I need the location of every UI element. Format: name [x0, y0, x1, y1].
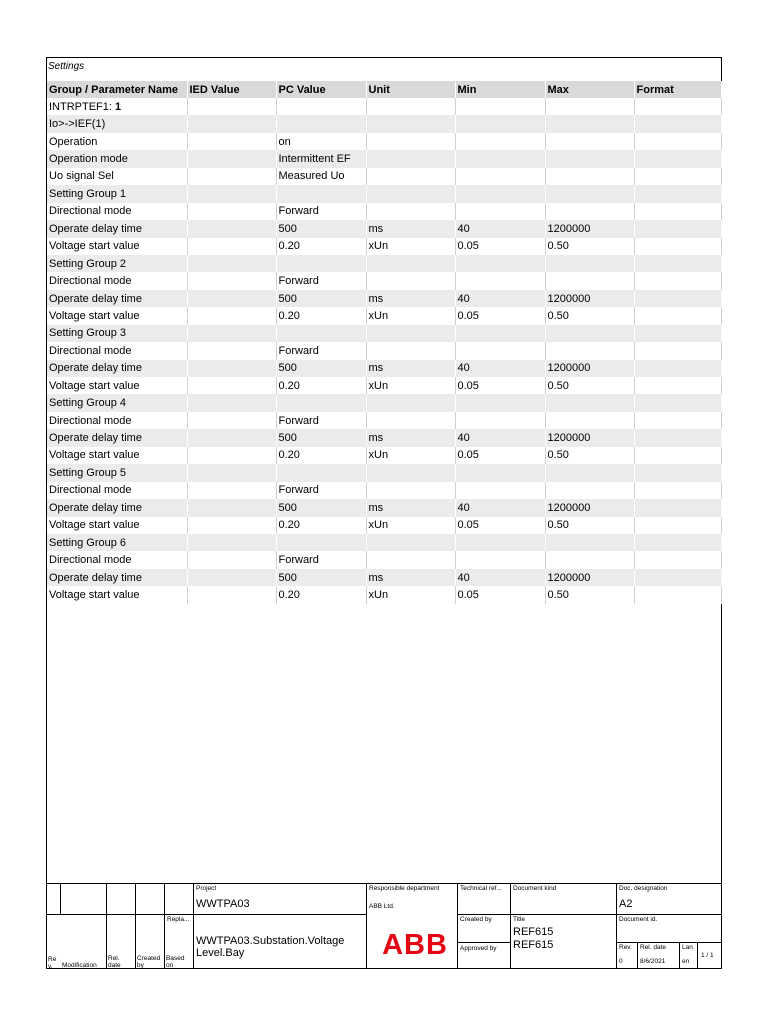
cell-format [634, 150, 721, 167]
rel-date-label: Rel. date [108, 955, 121, 969]
abb-logo [382, 929, 448, 959]
cell-max: 0.50 [545, 238, 634, 255]
cell-pc [276, 98, 366, 115]
table-row [47, 569, 721, 586]
parameter-name-cell: Operation mode [47, 150, 187, 167]
cell-min: 40 [455, 429, 545, 446]
cell-min [455, 464, 545, 481]
cell-ied [187, 342, 276, 359]
cell-min: 40 [455, 220, 545, 237]
cell-min [455, 133, 545, 150]
cell-max [545, 168, 634, 185]
table-row [47, 499, 721, 516]
cell-format [634, 482, 721, 499]
table-row [47, 377, 721, 394]
cell-pc: 500 [276, 569, 366, 586]
cell-min [455, 98, 545, 115]
cell-max [545, 534, 634, 551]
cell-max [545, 464, 634, 481]
cell-format [634, 272, 721, 289]
cell-format [634, 412, 721, 429]
cell-format [634, 569, 721, 586]
settings-table [47, 81, 722, 604]
table-row [47, 394, 721, 411]
cell-unit [366, 325, 455, 342]
cell-pc [276, 394, 366, 411]
parameter-name-cell: Directional mode [47, 551, 187, 568]
cell-pc: 500 [276, 220, 366, 237]
parameter-name-cell: Setting Group 4 [47, 394, 187, 411]
project-label: Project [196, 885, 217, 892]
cell-pc: 0.20 [276, 447, 366, 464]
parameter-name-cell: Operate delay time [47, 360, 187, 377]
cell-unit: xUn [366, 307, 455, 324]
cell-ied [187, 447, 276, 464]
rel-date-value: 8/6/2021 [640, 958, 666, 965]
cell-ied [187, 150, 276, 167]
cell-pc: Intermittent EF [276, 150, 366, 167]
cell-max [545, 98, 634, 115]
cell-pc: 0.20 [276, 517, 366, 534]
cell-unit [366, 394, 455, 411]
table-row [47, 325, 721, 342]
parameter-name-cell: Voltage start value [47, 238, 187, 255]
rev-column-label: Rev. [619, 944, 632, 951]
parameter-name-cell: Operate delay time [47, 290, 187, 307]
cell-format [634, 342, 721, 359]
parameter-name-cell: Operate delay time [47, 429, 187, 446]
column-header: Min [455, 81, 545, 98]
cell-max [545, 325, 634, 342]
cell-unit: ms [366, 290, 455, 307]
cell-unit [366, 98, 455, 115]
document-id-label: Document id. [619, 916, 658, 923]
cell-pc: 500 [276, 360, 366, 377]
cell-pc: 0.20 [276, 238, 366, 255]
cell-max [545, 342, 634, 359]
title-value-1: REF615 [513, 926, 554, 938]
parameter-name-cell: Voltage start value [47, 377, 187, 394]
language-value: en [682, 958, 690, 965]
cell-ied [187, 429, 276, 446]
cell-min [455, 394, 545, 411]
cell-ied [187, 98, 276, 115]
table-row [47, 307, 721, 324]
table-row [47, 447, 721, 464]
cell-unit [366, 464, 455, 481]
cell-ied [187, 168, 276, 185]
parameter-name-cell: Operate delay time [47, 499, 187, 516]
cell-ied [187, 238, 276, 255]
cell-pc [276, 255, 366, 272]
approved-by-label: Approved by [460, 945, 497, 952]
responsible-department-value: ABB Ltd. [369, 903, 395, 910]
cell-pc [276, 325, 366, 342]
parameter-name-cell: Directional mode [47, 412, 187, 429]
cell-min [455, 150, 545, 167]
cell-pc: Measured Uo [276, 168, 366, 185]
cell-max: 0.50 [545, 586, 634, 603]
cell-unit [366, 551, 455, 568]
cell-min [455, 412, 545, 429]
instance-number: 1 [115, 100, 122, 113]
cell-pc: Forward [276, 203, 366, 220]
cell-unit: xUn [366, 586, 455, 603]
parameter-name-cell: Setting Group 1 [47, 185, 187, 202]
settings-title: Settings [48, 61, 85, 72]
table-row [47, 220, 721, 237]
cell-max: 0.50 [545, 517, 634, 534]
modification-label: Modification [62, 962, 97, 969]
cell-format [634, 534, 721, 551]
cell-min: 0.05 [455, 238, 545, 255]
cell-ied [187, 360, 276, 377]
cell-unit [366, 150, 455, 167]
parameter-name-cell: Operate delay time [47, 569, 187, 586]
cell-pc: 0.20 [276, 307, 366, 324]
cell-unit: ms [366, 429, 455, 446]
parameter-name-cell: Directional mode [47, 342, 187, 359]
cell-ied [187, 203, 276, 220]
table-row [47, 412, 721, 429]
cell-max: 0.50 [545, 307, 634, 324]
cell-max [545, 482, 634, 499]
cell-min [455, 203, 545, 220]
parameter-name-cell: Voltage start value [47, 447, 187, 464]
cell-ied [187, 517, 276, 534]
cell-min [455, 255, 545, 272]
cell-pc: Forward [276, 551, 366, 568]
cell-unit: ms [366, 499, 455, 516]
column-header: IED Value [187, 81, 276, 98]
cell-ied [187, 220, 276, 237]
cell-max [545, 412, 634, 429]
cell-unit [366, 168, 455, 185]
cell-unit: ms [366, 360, 455, 377]
cell-unit: ms [366, 569, 455, 586]
cell-format [634, 168, 721, 185]
cell-max [545, 185, 634, 202]
cell-max: 1200000 [545, 429, 634, 446]
title-label: Title [513, 916, 526, 923]
title-block [46, 883, 722, 969]
table-row [47, 464, 721, 481]
cell-max [545, 203, 634, 220]
technical-reference-label: Technical ref... [460, 885, 502, 892]
cell-max: 0.50 [545, 377, 634, 394]
table-header-row [47, 81, 721, 98]
cell-ied [187, 377, 276, 394]
cell-unit [366, 185, 455, 202]
cell-format [634, 115, 721, 132]
cell-format [634, 238, 721, 255]
cell-unit [366, 482, 455, 499]
cell-format [634, 220, 721, 237]
parameter-name-cell: Directional mode [47, 272, 187, 289]
cell-format [634, 203, 721, 220]
table-row [47, 342, 721, 359]
cell-ied [187, 534, 276, 551]
cell-unit [366, 342, 455, 359]
cell-ied [187, 464, 276, 481]
cell-pc: on [276, 133, 366, 150]
responsible-department-label: Responsible department [369, 885, 440, 892]
column-header: Format [634, 81, 721, 98]
cell-max: 1200000 [545, 360, 634, 377]
cell-max [545, 255, 634, 272]
cell-ied [187, 185, 276, 202]
cell-min [455, 115, 545, 132]
replaces-label: Repla... [167, 916, 190, 923]
table-row [47, 290, 721, 307]
cell-unit [366, 203, 455, 220]
table-row [47, 255, 721, 272]
cell-min [455, 272, 545, 289]
parameter-name-cell: Io>->IEF(1) [47, 115, 187, 132]
column-header: Group / Parameter Name [47, 81, 187, 98]
table-row [47, 517, 721, 534]
cell-ied [187, 272, 276, 289]
cell-min: 40 [455, 360, 545, 377]
cell-min [455, 325, 545, 342]
cell-pc [276, 464, 366, 481]
cell-ied [187, 290, 276, 307]
cell-unit [366, 412, 455, 429]
cell-max: 1200000 [545, 220, 634, 237]
cell-min: 40 [455, 290, 545, 307]
table-row [47, 98, 721, 115]
table-row [47, 150, 721, 167]
table-row [47, 238, 721, 255]
table-row [47, 185, 721, 202]
object-path: WWTPA03.Substation.Voltage Level.Bay [196, 935, 345, 959]
table-row [47, 133, 721, 150]
cell-min: 0.05 [455, 517, 545, 534]
cell-unit: xUn [366, 238, 455, 255]
cell-format [634, 360, 721, 377]
parameter-name-cell: Directional mode [47, 482, 187, 499]
cell-format [634, 98, 721, 115]
cell-unit: xUn [366, 447, 455, 464]
cell-unit: xUn [366, 377, 455, 394]
parameter-name-cell: Directional mode [47, 203, 187, 220]
cell-pc [276, 534, 366, 551]
cell-unit [366, 534, 455, 551]
parameter-name-cell: Setting Group 2 [47, 255, 187, 272]
project-value: WWTPA03 [196, 898, 250, 910]
cell-ied [187, 325, 276, 342]
rev-value: 0 [619, 958, 623, 965]
cell-min [455, 534, 545, 551]
cell-format [634, 517, 721, 534]
cell-min: 0.05 [455, 377, 545, 394]
cell-format [634, 377, 721, 394]
parameter-name-cell: Voltage start value [47, 586, 187, 603]
created-by-column-label: Created by [137, 955, 161, 969]
cell-pc: Forward [276, 342, 366, 359]
cell-format [634, 255, 721, 272]
cell-pc [276, 115, 366, 132]
created-by-label: Created by [460, 916, 492, 923]
cell-pc: 500 [276, 290, 366, 307]
cell-max: 1200000 [545, 499, 634, 516]
cell-min: 0.05 [455, 586, 545, 603]
cell-format [634, 307, 721, 324]
parameter-name-cell: Uo signal Sel [47, 168, 187, 185]
table-row [47, 482, 721, 499]
cell-max: 1200000 [545, 290, 634, 307]
table-row [47, 360, 721, 377]
cell-format [634, 394, 721, 411]
table-row [47, 534, 721, 551]
table-row [47, 203, 721, 220]
cell-ied [187, 133, 276, 150]
cell-format [634, 586, 721, 603]
cell-ied [187, 569, 276, 586]
cell-ied [187, 482, 276, 499]
cell-pc: Forward [276, 412, 366, 429]
column-header: PC Value [276, 81, 366, 98]
cell-min [455, 342, 545, 359]
cell-min [455, 482, 545, 499]
cell-format [634, 133, 721, 150]
cell-unit: xUn [366, 517, 455, 534]
cell-unit [366, 255, 455, 272]
parameter-name-cell: Setting Group 5 [47, 464, 187, 481]
rev-label: Re v. [48, 956, 57, 970]
cell-max [545, 394, 634, 411]
cell-unit [366, 272, 455, 289]
table-row [47, 429, 721, 446]
svg-text:ABB: ABB [382, 929, 448, 959]
cell-max: 0.50 [545, 447, 634, 464]
cell-pc [276, 185, 366, 202]
cell-ied [187, 115, 276, 132]
cell-max [545, 150, 634, 167]
cell-pc: Forward [276, 482, 366, 499]
cell-ied [187, 551, 276, 568]
cell-max [545, 551, 634, 568]
table-row [47, 586, 721, 603]
doc-designation-value: A2 [619, 898, 633, 910]
page-number: 1 / 1 [701, 952, 714, 959]
table-row [47, 168, 721, 185]
cell-max [545, 115, 634, 132]
cell-pc: 500 [276, 499, 366, 516]
cell-ied [187, 412, 276, 429]
cell-format [634, 325, 721, 342]
cell-ied [187, 255, 276, 272]
cell-pc: 500 [276, 429, 366, 446]
parameter-name-cell: Setting Group 6 [47, 534, 187, 551]
table-row [47, 272, 721, 289]
parameter-name-cell: Setting Group 3 [47, 325, 187, 342]
cell-ied [187, 307, 276, 324]
settings-sheet [46, 57, 722, 969]
table-row [47, 115, 721, 132]
table-body [47, 98, 721, 604]
cell-max [545, 133, 634, 150]
cell-format [634, 464, 721, 481]
column-header: Unit [366, 81, 455, 98]
cell-ied [187, 394, 276, 411]
cell-min [455, 168, 545, 185]
cell-min [455, 551, 545, 568]
cell-min: 40 [455, 499, 545, 516]
document-kind-label: Document kind [513, 885, 557, 892]
cell-min: 0.05 [455, 447, 545, 464]
cell-min: 0.05 [455, 307, 545, 324]
cell-max: 1200000 [545, 569, 634, 586]
cell-unit: ms [366, 220, 455, 237]
cell-min [455, 185, 545, 202]
cell-min: 40 [455, 569, 545, 586]
cell-ied [187, 499, 276, 516]
rel-date-column-label: Rel. date [640, 944, 667, 951]
language-label: Lan [682, 944, 693, 951]
title-value-2: REF615 [513, 939, 554, 951]
cell-format [634, 551, 721, 568]
cell-max [545, 272, 634, 289]
cell-ied [187, 586, 276, 603]
doc-designation-label: Doc. designation [619, 885, 668, 892]
cell-pc: 0.20 [276, 586, 366, 603]
cell-unit [366, 115, 455, 132]
table-row [47, 551, 721, 568]
column-header: Max [545, 81, 634, 98]
cell-format [634, 499, 721, 516]
cell-format [634, 185, 721, 202]
parameter-name-cell: Operate delay time [47, 220, 187, 237]
based-on-label: Based on [166, 955, 185, 969]
cell-pc: 0.20 [276, 377, 366, 394]
parameter-name-cell: INTRPTEF1: 1 [47, 98, 187, 115]
parameter-name-cell: Operation [47, 133, 187, 150]
cell-format [634, 290, 721, 307]
cell-format [634, 447, 721, 464]
cell-pc: Forward [276, 272, 366, 289]
parameter-name-cell: Voltage start value [47, 517, 187, 534]
cell-unit [366, 133, 455, 150]
parameter-name-cell: Voltage start value [47, 307, 187, 324]
cell-format [634, 429, 721, 446]
